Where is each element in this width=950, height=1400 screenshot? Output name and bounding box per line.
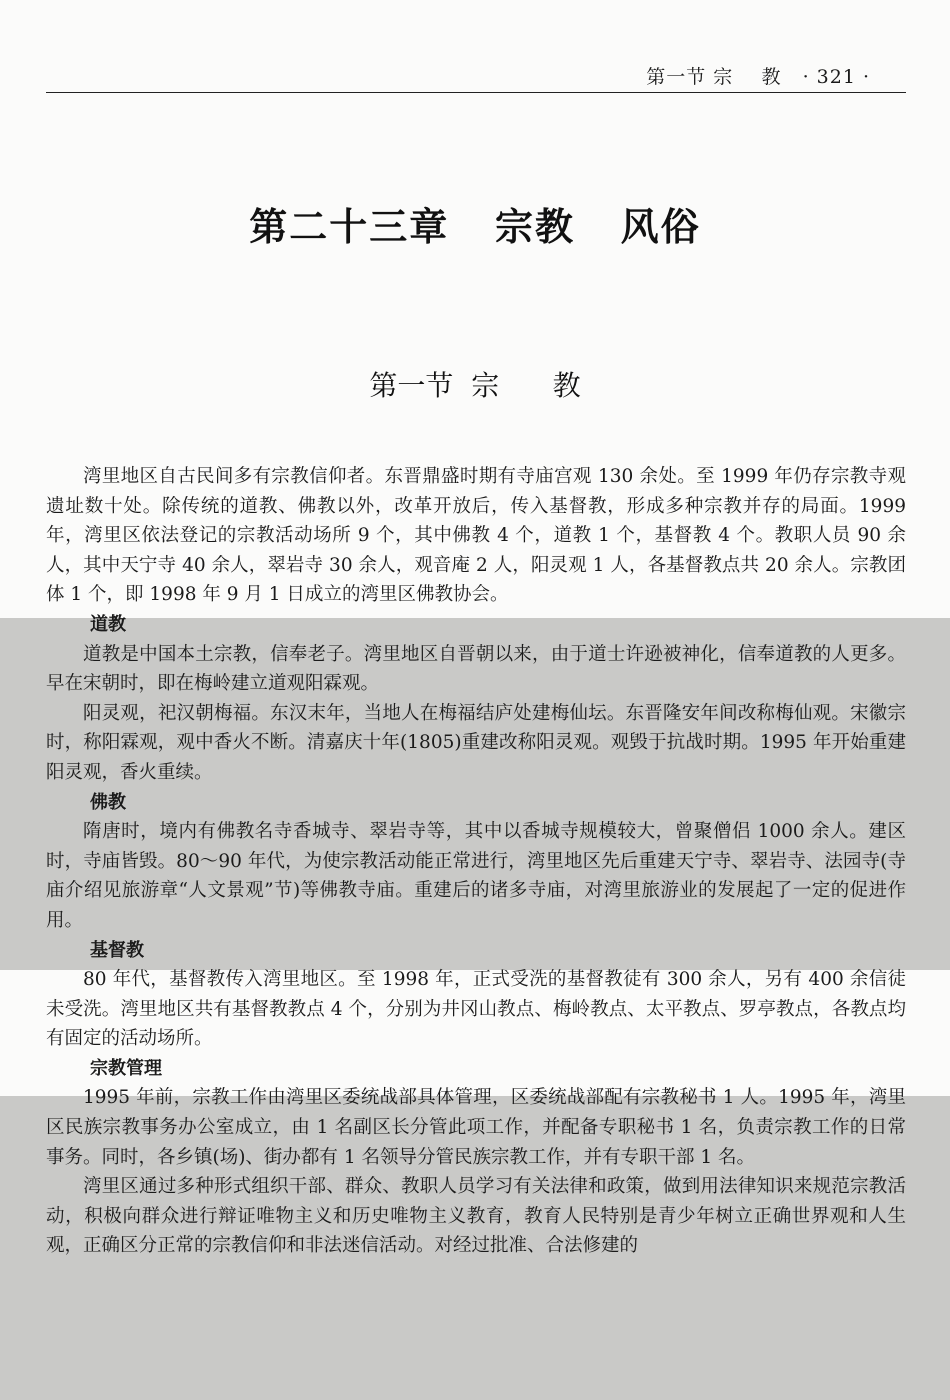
taoism-heading: 道教 (90, 613, 126, 635)
taoism-paragraph-1: 道教是中国本土宗教，信奉老子。湾里地区自晋朝以来，由于道士许逊被神化，信奉道教的人更多。早在宋朝时，即在梅岭建立道观阳霖观。 (46, 643, 906, 695)
management-heading: 宗教管理 (90, 1057, 162, 1079)
christianity-paragraph-1: 80 年代，基督教传入湾里地区。至 1998 年，正式受洗的基督教徒有 300 余人，另有 400 余信徒未受洗。湾里地区共有基督教教点 4 个，分别为井冈山教点、梅岭教点、太平教点、罗亭教点，各教点均有固定的活动场所。 (46, 969, 906, 1050)
taoism-paragraph-2: 阳灵观，祀汉朝梅福。东汉末年，当地人在梅福结庐处建梅仙坛。东晋隆安年间改称梅仙观。宋徽宗时，称阳霖观，观中香火不断。清嘉庆十年(1805)重建改称阳灵观。观毁于抗战时期。1995 年开始重建阳灵观，香火重续。 (46, 702, 906, 783)
christianity-heading: 基督教 (90, 939, 144, 961)
management-paragraph-1: 1995 年前，宗教工作由湾里区委统战部具体管理，区委统战部配有宗教秘书 1 人。1995 年，湾里区民族宗教事务办公室成立，由 1 名副区长分管此项工作，并配备专职秘书 1 名，负责宗教工作的日常事务。同时，各乡镇(场)、街办都有 1 名领导分管民族宗教工作，并有专职干部 1 名。 (46, 1087, 906, 1168)
buddhism-paragraph-1: 隋唐时，境内有佛教名寺香城寺、翠岩寺等，其中以香城寺规模较大，曾聚僧侣 1000 余人。建区时，寺庙皆毁。80～90 年代，为使宗教活动能正常进行，湾里地区先后重建天宁寺、翠岩寺、法园寺(寺庙介绍见旅游章“人文景观”节)等佛教寺庙。重建后的诸多寺庙，对湾里旅游业的发展起了一定的促进作用。 (46, 821, 906, 931)
buddhism-heading: 佛教 (90, 791, 126, 813)
intro-paragraph: 湾里地区自古民间多有宗教信仰者。东晋鼎盛时期有寺庙宫观 130 余处。至 1999 年仍存宗教寺观遗址数十处。除传统的道教、佛教以外，改革开放后，传入基督教，形成多种宗教并存的局面。1999 年，湾里区依法登记的宗教活动场所 9 个，其中佛教 4 个，道教 1 个，基督教 4 个。教职人员 90 余人，其中天宁寺 40 余人，翠岩寺 30 余人，观音庵 2 人，阳灵观 1 人，各基督教点共 20 余人。宗教团体 1 个，即 1998 年 9 月 1 日成立的湾里区佛教协会。 (46, 466, 906, 606)
running-header-text: 第一节 宗 教 · 321 · (646, 66, 870, 88)
section-title: 第一节 宗 教 (369, 369, 581, 402)
management-paragraph-2: 湾里区通过多种形式组织干部、群众、教职人员学习有关法律和政策，做到用法律知识来规范宗教活动，积极向群众进行辩证唯物主义和历史唯物主义教育，教育人民特别是青少年树立正确世界观和人生观，正确区分正常的宗教信仰和非法迷信活动。对经过批准、合法修建的 (46, 1176, 906, 1257)
chapter-title: 第二十三章 宗教 风俗 (249, 205, 701, 249)
body-text (46, 462, 906, 1261)
running-header (46, 60, 906, 93)
